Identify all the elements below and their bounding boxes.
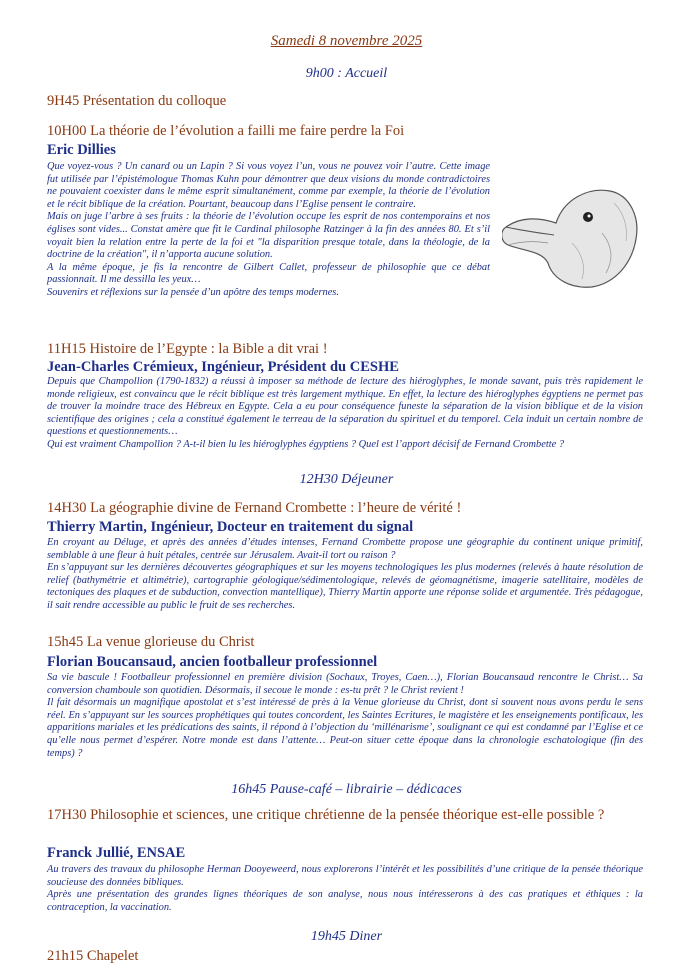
talk1-paragraph: Souvenirs et réflexions sur la pensée d’un apôtre des temps modernes. <box>47 286 339 298</box>
rosary-heading: 21h15 Chapelet <box>47 948 139 964</box>
talk4-abstract <box>47 672 643 760</box>
talk2-paragraph: Qui est vraiment Champollion ? A-t-il bien lu les hiéroglyphes égyptiens ? Quel est l’apport décisif de Fernand Crombette ? <box>47 438 565 450</box>
presentation-heading: 9H45 Présentation du colloque <box>47 93 227 109</box>
lunch-time: 12H30 Déjeuner <box>299 472 394 487</box>
coffee-break: 16h45 Pause-café – librairie – dédicaces <box>231 782 462 797</box>
talk1-abstract <box>47 161 490 300</box>
talk3-abstract <box>47 537 643 613</box>
talk1-paragraph: Mais on juge l’arbre à ses fruits : la théorie de l’évolution occupe les esprit de nos contemporains et nos églises sont vides... Constat amère que fit le Cardinal philosophe Ratzinger à la fin des années 80. Et s’il voyait bien la relation entre la perte de la foi et "la disparition presque totale, dans la théologie, de la doctrine de la création", il n’apporta aucune solution. <box>47 211 490 261</box>
talk3-speaker: Thierry Martin, Ingénieur, Docteur en traitement du signal <box>47 519 414 535</box>
talk4-speaker: Florian Boucansaud, ancien footballeur professionnel <box>47 654 378 670</box>
talk2-paragraph: Depuis que Champollion (1790-1832) a réussi à imposer sa méthode de lecture des hiéroglyphes, le monde savant, puis très rapidement le monde religieux, est convaincu que le récit biblique est très largement mythique. En effet, la lecture des hiéroglyphes égyptiens ne permet pas de trouver la moindre trace des Hébreux en Egypte. Cela a eu pour conséquence funeste la séparation de la vision biblique et de la vision scientifique des origines ; cela a constitué également le terreau de la séparation du spirituel et du temporel. Cela induit un certain nombre de questions et questionnements… <box>47 376 643 438</box>
talk5-abstract <box>47 864 643 914</box>
dinner-time: 19h45 Diner <box>310 929 383 944</box>
talk4-paragraph: Il fait désormais un magnifique apostolat et s’est intéressé de près à la Venue glorieuse du Christ, dont si souvent nous avons perdu le sens réel. En s’appuyant sur les sources prophétiques qui toutes concordent, les Saintes Ecritures, le magistère et les enseignements pontificaux, les apparitions mariales et les prédications des saints, il répond à l’objection du ‘millénarisme’, soulignant ce qui est condamné par l’Eglise et ce qu’elle nous permet d’espérer. Notre monde est dans l’attente… Peut-on situer cette époque dans la chronologie eschatologique (fin des temps) ? <box>47 697 643 759</box>
talk2-abstract <box>47 376 643 452</box>
talk3-paragraph: En s’appuyant sur les dernières découvertes géographiques et sur les moyens technologiques les plus modernes (relevés à haute résolution de relief (bathymétrie et altimétrie), cartographie géologique/sédimentologique, relevés de géomagnétisme, imagerie satellitaire, modèles de tectoniques des plaques et de subduction, convection mantellique), Thierry Martin apporte une réponse solide et argumentée. Très pédagogue, il sait rendre accessible au public le fruit de ses recherches. <box>47 562 643 611</box>
talk1-heading: 10H00 La théorie de l’évolution a failli me faire perdre la Foi <box>47 123 405 139</box>
talk3-heading: 14H30 La géographie divine de Fernand Crombette : l’heure de vérité ! <box>47 500 462 516</box>
talk5-paragraph: Au travers des travaux du philosophe Herman Dooyeweerd, nous explorerons l’intérêt et les possibilités d’une critique de la pensée théorique soucieuse des données bibliques. <box>47 864 643 888</box>
talk1-speaker: Eric Dillies <box>47 142 116 158</box>
duck-rabbit-illusion-icon <box>502 183 640 289</box>
talk2-speaker: Jean-Charles Crémieux, Ingénieur, Président du CESHE <box>47 359 399 375</box>
talk2-heading: 11H15 Histoire de l’Egypte : la Bible a dit vrai ! <box>47 341 328 357</box>
welcome-time: 9h00 : Accueil <box>305 66 388 81</box>
talk5-paragraph: Après une présentation des grandes lignes théoriques de son analyse, nous nous intéresserons à des cas pratiques et éthiques : la contraception, la vaccination. <box>47 889 643 913</box>
talk4-paragraph: Sa vie bascule ! Footballeur professionnel en première division (Sochaux, Troyes, Caen…), Florian Boucansaud rencontre le Christ… Sa conversion chamboule son quotidien. Désormais, il secoue le monde : es-tu prêt ? le Christ revient ! <box>47 672 643 696</box>
talk5-heading: 17H30 Philosophie et sciences, une critique chrétienne de la pensée théorique est-elle possible ? <box>47 807 605 823</box>
date-title: Samedi 8 novembre 2025 <box>270 33 423 49</box>
talk1-paragraph: A la même époque, je fis la rencontre de Gilbert Callet, professeur de philosophie que ce débat passionnait. Il me dessilla les yeux… <box>47 261 490 286</box>
talk5-speaker: Franck Jullié, ENSAE <box>47 845 186 861</box>
talk3-paragraph: En croyant au Déluge, et après des années d’études intenses, Fernand Crombette propose une géographie du continent unique primitif, semblable à une fleur à huit pétales, centrée sur Jérusalem. Avait-il tort ou raison ? <box>47 537 643 561</box>
talk1-paragraph: Que voyez-vous ? Un canard ou un Lapin ? Si vous voyez l’un, vous ne pouvez voir l’autre. Cette image fut utilisée par l’épistémologue Thomas Kuhn pour démontrer que deux visions du monde contradictoires ne pouvaient coexister dans le même esprit simultanément, comme par exemple, la théorie de l’évolution et le récit biblique de la création. Pourtant, beaucoup dans l’Eglise pensent le contraire. <box>47 161 490 210</box>
talk4-heading: 15h45 La venue glorieuse du Christ <box>47 634 255 650</box>
